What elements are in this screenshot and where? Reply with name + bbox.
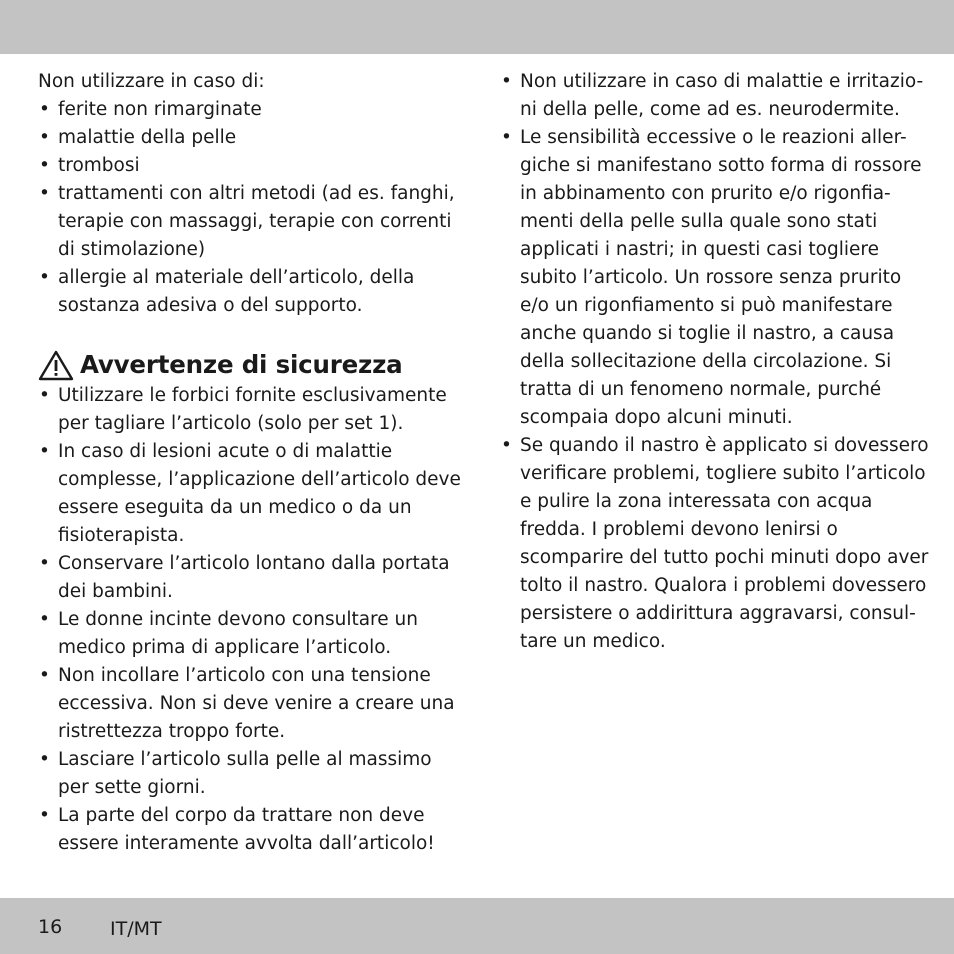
contraindications-intro: Non utilizzare in caso di: <box>38 71 265 92</box>
bullet-icon: • <box>39 805 50 826</box>
safety-list-continued <box>500 68 930 656</box>
left-column <box>38 68 468 858</box>
header-bar <box>0 0 954 54</box>
bullet-icon: • <box>39 127 50 148</box>
bullet-icon: • <box>39 155 50 176</box>
bullet-icon: • <box>39 553 50 574</box>
bullet-icon: • <box>501 435 512 456</box>
list-item: • trombosi <box>38 152 468 180</box>
list-item: • Se quando il nastro è applicato si dovessero verificare problemi, togliere subito l’articolo e pulire la zona interessata con acqua fredda. I problemi devono lenirsi o scomparire del tutto pochi minuti dopo aver tolto il nastro. Qualora i problemi dovessero persistere o addirittura aggravarsi, consul-tare un medico. <box>500 432 930 656</box>
bullet-icon: • <box>39 183 50 204</box>
bullet-icon: • <box>39 749 50 770</box>
list-item: • La parte del corpo da trattare non deve essere interamente avvolta dall’articolo! <box>38 802 468 858</box>
right-column <box>500 68 930 656</box>
bullet-icon: • <box>39 441 50 462</box>
bullet-icon: • <box>501 71 512 92</box>
list-item: • trattamenti con altri metodi (ad es. fanghi, terapie con massaggi, terapie con correnti di stimolazione) <box>38 180 468 264</box>
bullet-icon: • <box>39 267 50 288</box>
list-item: • Non utilizzare in caso di malattie e irritazio-ni della pelle, come ad es. neurodermite. <box>500 68 930 124</box>
list-item: • Utilizzare le forbici fornite esclusivamente per tagliare l’articolo (solo per set 1). <box>38 382 468 438</box>
list-item: • Non incollare l’articolo con una tensione eccessiva. Non si deve venire a creare una ristrettezza troppo forte. <box>38 662 468 746</box>
list-item: • ferite non rimarginate <box>38 96 468 124</box>
bullet-icon: • <box>39 609 50 630</box>
bullet-icon: • <box>39 385 50 406</box>
safety-list <box>38 382 468 858</box>
bullet-icon: • <box>39 99 50 120</box>
bullet-icon: • <box>501 127 512 148</box>
list-item: • Le sensibilità eccessive o le reazioni aller-giche si manifestano sotto forma di rossore in abbinamento con prurito e/o rigonfia-menti della pelle sulla quale sono stati applicati i nastri; in questi casi togliere subito l’articolo. Un rossore senza prurito e/o un rigonfiamento si può manifestare anche quando si toglie il nastro, a causa della sollecitazione della circolazione. Si tratta di un fenomeno normale, purché scompaia dopo alcuni minuti. <box>500 124 930 432</box>
bullet-icon: • <box>39 665 50 686</box>
list-item: • allergie al materiale dell’articolo, della sostanza adesiva o del supporto. <box>38 264 468 320</box>
safety-heading <box>38 348 468 382</box>
list-item: • Conservare l’articolo lontano dalla portata dei bambini. <box>38 550 468 606</box>
list-item: • malattie della pelle <box>38 124 468 152</box>
safety-heading-text: Avvertenze di sicurezza <box>80 350 403 379</box>
warning-triangle-icon <box>38 350 74 381</box>
contraindications-list <box>38 96 468 320</box>
list-item: • Le donne incinte devono consultare un medico prima di applicare l’articolo. <box>38 606 468 662</box>
language-code: IT/MT <box>110 918 162 940</box>
page-number: 16 <box>38 916 63 938</box>
list-item: • In caso di lesioni acute o di malattie complesse, l’applicazione dell’articolo deve essere eseguita da un medico o da un fisioterapista. <box>38 438 468 550</box>
list-item: • Lasciare l’articolo sulla pelle al massimo per sette giorni. <box>38 746 468 802</box>
